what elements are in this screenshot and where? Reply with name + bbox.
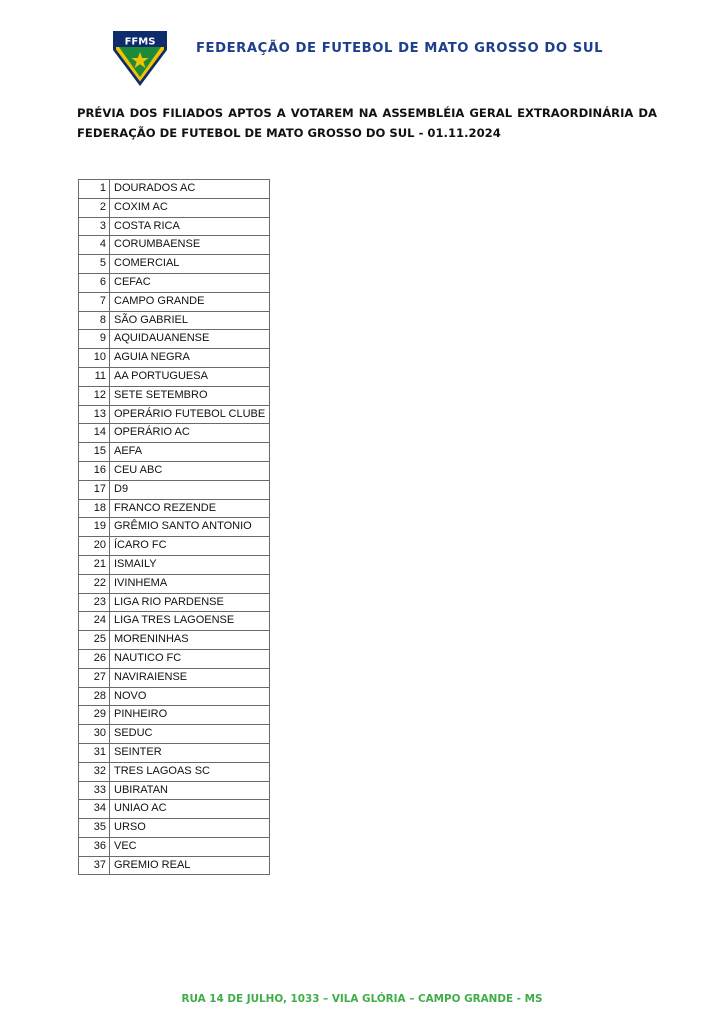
table-row (79, 461, 270, 480)
row-number: 28 (79, 687, 110, 706)
row-number: 26 (79, 649, 110, 668)
row-number: 22 (79, 574, 110, 593)
table-row (79, 725, 270, 744)
footer-address: RUA 14 DE JULHO, 1033 – VILA GLÓRIA – CAMPO GRANDE - MS (181, 993, 543, 1005)
affiliate-name: AQUIDAUANENSE (110, 330, 270, 349)
affiliate-name: ÍCARO FC (110, 537, 270, 556)
affiliate-name: CAMPO GRANDE (110, 292, 270, 311)
row-number: 23 (79, 593, 110, 612)
affiliate-name: DOURADOS AC (110, 180, 270, 199)
table-row (79, 367, 270, 386)
affiliate-name: COSTA RICA (110, 217, 270, 236)
table-row (79, 273, 270, 292)
table-row (79, 819, 270, 838)
title-line-2: FEDERAÇÃO DE FUTEBOL DE MATO GROSSO DO SUL - 01.11.2024 (77, 126, 501, 140)
affiliate-name: ISMAILY (110, 555, 270, 574)
row-number: 27 (79, 668, 110, 687)
row-number: 1 (79, 180, 110, 199)
affiliate-name: CEU ABC (110, 461, 270, 480)
row-number: 14 (79, 424, 110, 443)
row-number: 2 (79, 198, 110, 217)
organization-name: FEDERAÇÃO DE FUTEBOL DE MATO GROSSO DO SUL (196, 41, 604, 56)
table-row (79, 499, 270, 518)
table-row (79, 574, 270, 593)
affiliate-name: AGUIA NEGRA (110, 349, 270, 368)
ffms-logo (111, 28, 169, 88)
table-row (79, 349, 270, 368)
table-row (79, 762, 270, 781)
row-number: 15 (79, 443, 110, 462)
table-row (79, 255, 270, 274)
row-number: 37 (79, 856, 110, 875)
row-number: 16 (79, 461, 110, 480)
row-number: 36 (79, 837, 110, 856)
affiliate-name: CEFAC (110, 273, 270, 292)
table-row (79, 405, 270, 424)
table-row (79, 631, 270, 650)
table-row (79, 330, 270, 349)
table-row (79, 537, 270, 556)
row-number: 21 (79, 555, 110, 574)
row-number: 18 (79, 499, 110, 518)
row-number: 4 (79, 236, 110, 255)
row-number: 17 (79, 480, 110, 499)
table-row (79, 217, 270, 236)
affiliate-name: AEFA (110, 443, 270, 462)
table-row (79, 649, 270, 668)
table-row (79, 198, 270, 217)
table-row (79, 386, 270, 405)
table-row (79, 593, 270, 612)
row-number: 11 (79, 367, 110, 386)
affiliate-name: VEC (110, 837, 270, 856)
row-number: 12 (79, 386, 110, 405)
table-row (79, 443, 270, 462)
row-number: 6 (79, 273, 110, 292)
affiliate-name: UBIRATAN (110, 781, 270, 800)
table-row (79, 424, 270, 443)
title-line-1: PRÉVIA DOS FILIADOS APTOS A VOTAREM NA ASSEMBLÉIA GERAL EXTRAORDINÁRIA DA (77, 106, 657, 120)
row-number: 24 (79, 612, 110, 631)
affiliate-name: LIGA RIO PARDENSE (110, 593, 270, 612)
row-number: 9 (79, 330, 110, 349)
affiliate-name: MORENINHAS (110, 631, 270, 650)
table-row (79, 800, 270, 819)
affiliate-name: COMERCIAL (110, 255, 270, 274)
table-row (79, 480, 270, 499)
row-number: 33 (79, 781, 110, 800)
row-number: 35 (79, 819, 110, 838)
affiliate-name: FRANCO REZENDE (110, 499, 270, 518)
affiliate-name: SETE SETEMBRO (110, 386, 270, 405)
row-number: 10 (79, 349, 110, 368)
affiliate-name: SÃO GABRIEL (110, 311, 270, 330)
table-row (79, 555, 270, 574)
affiliate-name: GREMIO REAL (110, 856, 270, 875)
row-number: 25 (79, 631, 110, 650)
row-number: 19 (79, 518, 110, 537)
affiliate-name: UNIAO AC (110, 800, 270, 819)
affiliates-table-body (79, 180, 270, 875)
row-number: 13 (79, 405, 110, 424)
affiliate-name: OPERÁRIO AC (110, 424, 270, 443)
table-row (79, 180, 270, 199)
logo-text: FFMS (124, 36, 156, 48)
table-row (79, 668, 270, 687)
table-row (79, 706, 270, 725)
affiliate-name: OPERÁRIO FUTEBOL CLUBE (110, 405, 270, 424)
affiliate-name: SEINTER (110, 743, 270, 762)
affiliate-name: AA PORTUGUESA (110, 367, 270, 386)
affiliate-name: D9 (110, 480, 270, 499)
table-row (79, 743, 270, 762)
table-row (79, 518, 270, 537)
affiliates-table (78, 179, 270, 875)
row-number: 7 (79, 292, 110, 311)
affiliate-name: NOVO (110, 687, 270, 706)
table-row (79, 856, 270, 875)
affiliate-name: CORUMBAENSE (110, 236, 270, 255)
affiliate-name: GRÊMIO SANTO ANTONIO (110, 518, 270, 537)
row-number: 20 (79, 537, 110, 556)
affiliate-name: NAUTICO FC (110, 649, 270, 668)
row-number: 29 (79, 706, 110, 725)
row-number: 34 (79, 800, 110, 819)
affiliate-name: NAVIRAIENSE (110, 668, 270, 687)
affiliate-name: PINHEIRO (110, 706, 270, 725)
row-number: 32 (79, 762, 110, 781)
table-row (79, 311, 270, 330)
affiliate-name: LIGA TRES LAGOENSE (110, 612, 270, 631)
document-title (77, 103, 657, 143)
affiliate-name: SEDUC (110, 725, 270, 744)
affiliate-name: COXIM AC (110, 198, 270, 217)
affiliate-name: URSO (110, 819, 270, 838)
table-row (79, 687, 270, 706)
table-row (79, 292, 270, 311)
row-number: 30 (79, 725, 110, 744)
row-number: 3 (79, 217, 110, 236)
row-number: 5 (79, 255, 110, 274)
table-row (79, 837, 270, 856)
row-number: 8 (79, 311, 110, 330)
row-number: 31 (79, 743, 110, 762)
table-row (79, 612, 270, 631)
affiliate-name: TRES LAGOAS SC (110, 762, 270, 781)
table-row (79, 236, 270, 255)
affiliate-name: IVINHEMA (110, 574, 270, 593)
table-row (79, 781, 270, 800)
